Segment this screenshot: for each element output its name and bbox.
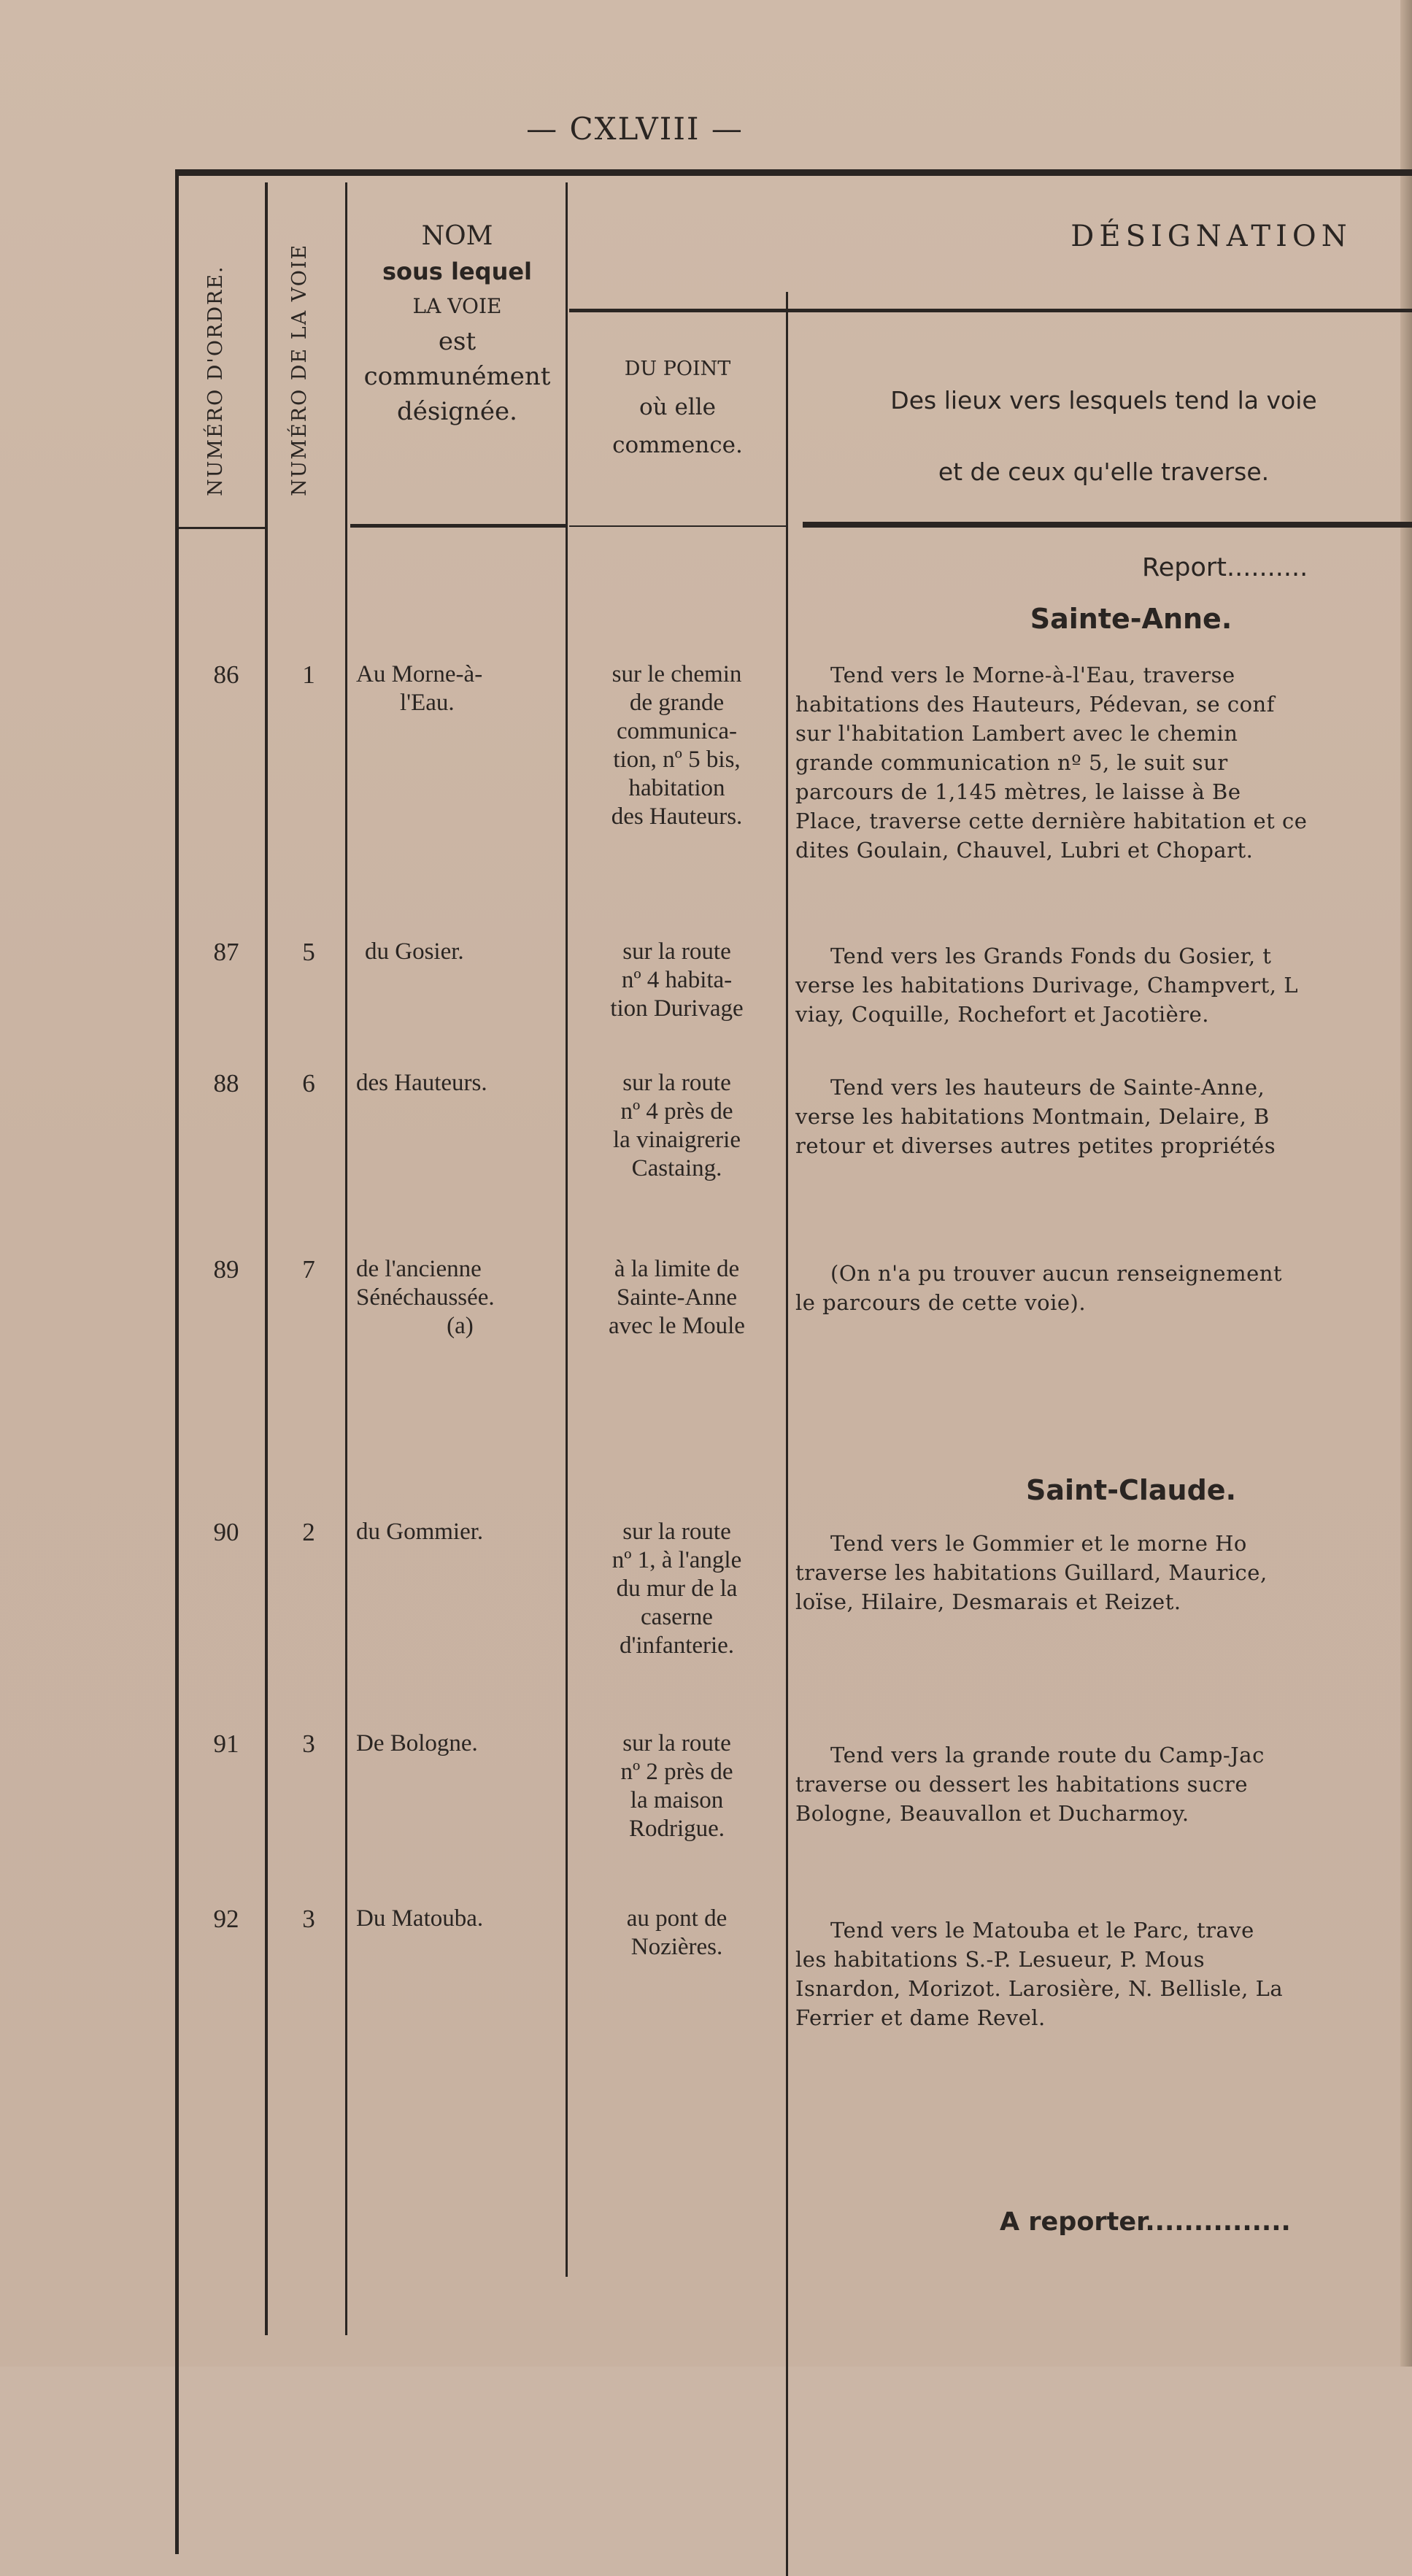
header-name-line-2: sous lequel (382, 258, 533, 285)
row-87-start-line-2: nº 4 habita- (621, 967, 733, 993)
row-92-start-line-1: au pont de (626, 1905, 728, 1932)
row-86-number: 1 (302, 660, 315, 689)
row-86-desc-line-2: habitations des Hauteurs, Pédevan, se conf (795, 692, 1275, 717)
row-91-start-line-2: nº 2 près de (620, 1759, 733, 1785)
section-title-sainte-anne: Sainte-Anne. (1030, 603, 1232, 635)
row-86-name (356, 660, 564, 717)
row-87-start-line-1: sur la route (622, 938, 731, 965)
row-90-order: 90 (213, 1518, 239, 1546)
row-90-start-line-3: du mur de la (616, 1576, 738, 1602)
row-88-desc (795, 1073, 1407, 1160)
row-89-desc-line-2: le parcours de cette voie). (795, 1290, 1087, 1315)
row-86-name-line-2: l'Eau. (400, 690, 455, 716)
row-89-start-line-1: à la limite de (614, 1256, 740, 1282)
row-86-desc-line-1: Tend vers le Morne-à-l'Eau, traverse (830, 663, 1235, 687)
row-92-number: 3 (302, 1905, 315, 1933)
header-start-line-2: où elle (639, 394, 716, 420)
row-91-order: 91 (213, 1729, 239, 1758)
row-91-start-line-4: Rodrigue. (628, 1816, 725, 1842)
left-border-rule (175, 175, 179, 2554)
row-89-name-line-3: (a) (447, 1313, 474, 1339)
row-91-desc-line-1: Tend vers la grande route du Camp-Jac (830, 1743, 1265, 1767)
row-92-desc-line-1: Tend vers le Matouba et le Parc, trave (830, 1918, 1254, 1943)
row-86-desc (795, 660, 1407, 865)
row-89-start-line-3: avec le Moule (609, 1313, 745, 1339)
row-92-desc-line-2: les habitations S.-P. Lesueur, P. Mous (795, 1947, 1205, 1972)
row-87-start (569, 938, 784, 1023)
row-86-start-line-6: des Hauteurs. (611, 803, 743, 830)
row-87-desc (795, 941, 1407, 1029)
row-91-desc-line-3: Bologne, Beauvallon et Ducharmoy. (795, 1801, 1189, 1826)
col-rule-4 (786, 292, 788, 2576)
row-92-start-line-2: Nozières. (630, 1934, 723, 1960)
header-bottom-rule-4 (803, 522, 1412, 528)
row-86-start-line-4: tion, nº 5 bis, (613, 747, 741, 773)
row-87-desc-line-2: verse les habitations Durivage, Champvert, L (795, 973, 1298, 998)
row-89-order: 89 (213, 1255, 239, 1284)
row-90-desc (795, 1529, 1407, 1616)
row-89-number: 7 (302, 1255, 315, 1284)
row-86-start-line-5: habitation (628, 775, 725, 801)
header-name-line-3: LA VOIE (412, 294, 502, 318)
column-header-designation: DÉSIGNATION (1070, 220, 1352, 253)
row-91-desc (795, 1740, 1407, 1828)
header-bottom-rule-3 (569, 525, 786, 527)
row-89-name-line-1: de l'ancienne (356, 1256, 482, 1282)
row-90-name (356, 1518, 564, 1546)
header-bottom-rule-1 (175, 527, 265, 529)
row-88-start (569, 1069, 784, 1183)
row-87-name (365, 938, 562, 966)
row-90-desc-line-2: traverse les habitations Guillard, Maurice, (795, 1560, 1268, 1585)
row-86-desc-line-7: dites Goulain, Chauvel, Lubri et Chopart. (795, 838, 1254, 863)
row-90-start-line-4: caserne (641, 1604, 713, 1630)
header-name-line-1: NOM (421, 221, 493, 251)
row-88-name (356, 1069, 564, 1098)
row-89-start (569, 1255, 784, 1341)
row-86-name-line-1: Au Morne-à- (356, 661, 483, 687)
top-rule (175, 169, 1412, 176)
row-88-name-line-1: des Hauteurs. (356, 1070, 487, 1096)
col-rule-3 (566, 182, 568, 2277)
column-header-name (349, 219, 566, 429)
column-header-road-number: NUMÉRO DE LA VOIE (288, 243, 311, 496)
row-92-order: 92 (213, 1905, 239, 1933)
row-87-desc-line-1: Tend vers les Grands Fonds du Gosier, t (830, 944, 1272, 968)
row-92-desc-line-4: Ferrier et dame Revel. (795, 2005, 1046, 2030)
row-86-start-line-3: communica- (617, 718, 737, 744)
row-90-start (569, 1518, 784, 1660)
row-88-start-line-1: sur la route (622, 1070, 731, 1096)
row-90-start-line-5: d'infanterie. (619, 1632, 735, 1659)
row-89-desc-line-1: (On n'a pu trouver aucun renseignement (830, 1261, 1283, 1286)
row-90-number: 2 (302, 1518, 315, 1546)
col-rule-1 (265, 182, 268, 2335)
row-86-start-line-2: de grande (629, 690, 725, 716)
header-start-line-3: commence. (612, 432, 743, 458)
row-86-desc-line-4: grande communication nº 5, le suit sur (795, 750, 1228, 775)
section-title-saint-claude: Saint-Claude. (1025, 1474, 1237, 1506)
header-name-line-5: communément (363, 362, 551, 391)
row-88-number: 6 (302, 1069, 315, 1098)
row-92-desc (795, 1916, 1407, 2032)
row-88-start-line-3: la vinaigrerie (613, 1127, 741, 1153)
row-87-name-line-1: du Gosier. (365, 938, 464, 965)
header-start-line-1: DU POINT (624, 358, 731, 380)
row-91-start-line-1: sur la route (622, 1730, 731, 1756)
row-88-desc-line-1: Tend vers les hauteurs de Sainte-Anne, (830, 1075, 1265, 1100)
designation-rule (569, 309, 1412, 312)
header-bottom-rule-2 (350, 524, 566, 528)
header-name-line-4: est (438, 327, 477, 356)
row-86-start-line-1: sur le chemin (612, 661, 742, 687)
row-92-desc-line-3: Isnardon, Morizot. Larosière, N. Bellisle, La (795, 1976, 1284, 2001)
header-places-line-2: et de ceux qu'elle traverse. (938, 458, 1270, 486)
row-89-desc (795, 1259, 1407, 1317)
row-91-desc-line-2: traverse ou dessert les habitations sucre (795, 1772, 1248, 1797)
header-name-line-6: désignée. (397, 397, 517, 426)
row-90-start-line-1: sur la route (622, 1519, 731, 1545)
row-91-start (569, 1729, 784, 1843)
row-87-start-line-3: tion Durivage (610, 995, 744, 1022)
row-91-name (356, 1729, 564, 1758)
page-number: — CXLVIII — (526, 111, 744, 147)
row-88-order: 88 (213, 1069, 239, 1098)
row-90-desc-line-3: loïse, Hilaire, Desmarais et Reizet. (795, 1589, 1181, 1614)
row-88-desc-line-2: verse les habitations Montmain, Delaire, B (795, 1104, 1270, 1129)
row-87-desc-line-3: viay, Coquille, Rochefort et Jacotière. (795, 1002, 1210, 1027)
column-header-places (795, 365, 1412, 508)
row-87-number: 5 (302, 938, 315, 966)
row-88-desc-line-3: retour et diverses autres petites propriétés (795, 1133, 1276, 1158)
row-86-order: 86 (213, 660, 239, 689)
row-92-name-line-1: Du Matouba. (356, 1905, 484, 1932)
column-header-order-number: NUMÉRO D'ORDRE. (204, 265, 227, 496)
row-91-start-line-3: la maison (630, 1787, 724, 1813)
row-90-desc-line-1: Tend vers le Gommier et le morne Ho (830, 1531, 1247, 1556)
row-89-start-line-2: Sainte-Anne (617, 1284, 737, 1311)
row-91-name-line-1: De Bologne. (356, 1730, 478, 1756)
row-89-name-line-2: Sénéchaussée. (356, 1284, 495, 1311)
row-92-name (356, 1905, 564, 1933)
column-header-start-point (569, 350, 786, 464)
row-88-start-line-2: nº 4 près de (620, 1098, 733, 1125)
row-87-order: 87 (213, 938, 239, 966)
header-places-line-1: Des lieux vers lesquels tend la voie (890, 386, 1317, 414)
report-top: Report.......... (1142, 553, 1308, 582)
row-91-number: 3 (302, 1729, 315, 1758)
col-rule-2 (345, 182, 347, 2335)
row-90-name-line-1: du Gommier. (356, 1519, 484, 1545)
row-89-name (356, 1255, 564, 1341)
row-88-start-line-4: Castaing. (631, 1155, 722, 1181)
row-86-desc-line-5: parcours de 1,145 mètres, le laisse à Be (795, 779, 1241, 804)
row-86-start (569, 660, 784, 831)
row-86-desc-line-6: Place, traverse cette dernière habitation et ce (795, 809, 1308, 833)
row-90-start-line-2: nº 1, à l'angle (612, 1547, 742, 1573)
row-86-desc-line-3: sur l'habitation Lambert avec le chemin (795, 721, 1238, 746)
row-92-start (569, 1905, 784, 1962)
report-bottom: A reporter............... (1000, 2207, 1291, 2237)
